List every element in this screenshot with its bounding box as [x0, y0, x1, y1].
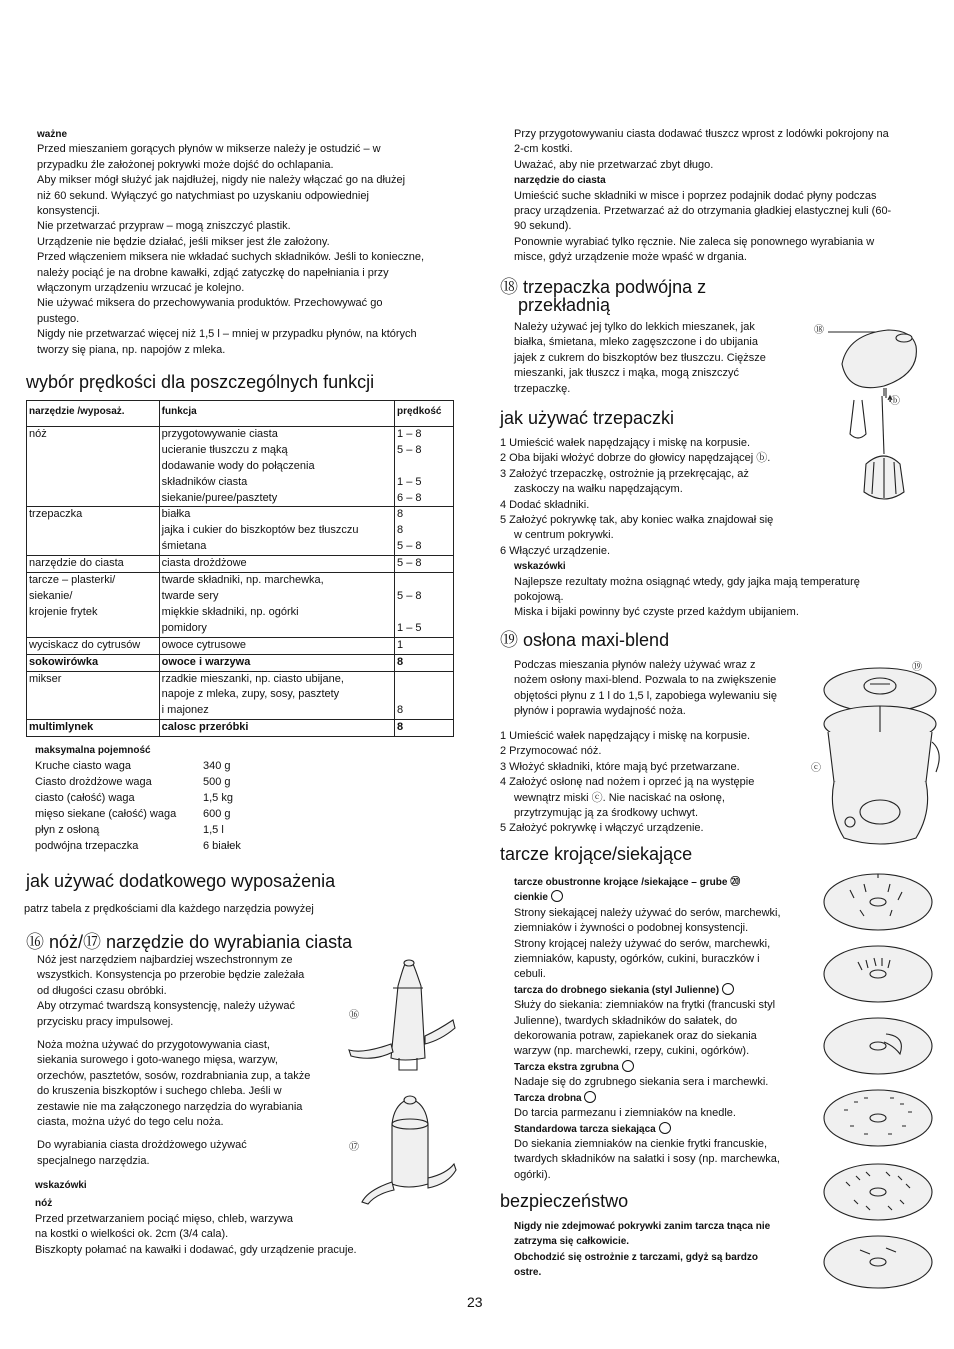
capacity-row — [35, 838, 263, 854]
disc-3 — [824, 1018, 932, 1074]
function-cell — [159, 654, 394, 671]
step-line: przytrzymując ją za środkowy uchwyt. — [514, 807, 698, 820]
intro-line: 2-cm kostki. — [514, 143, 573, 156]
intro-lines — [514, 127, 891, 173]
table-row — [27, 671, 454, 720]
whisk-text — [514, 320, 766, 397]
cell-line: pomidory — [161, 621, 207, 634]
step-line: 2 Oba bijaki włożyć dobrze do głowicy napędzającej ⓑ. — [500, 452, 771, 465]
function-cell — [159, 637, 394, 654]
whisk-line: trzepaczkę. — [514, 382, 571, 395]
important-line: Przed włączeniem miksera nie wkładać suchych składników. Jeśli to konieczne, — [37, 251, 425, 264]
disc-2 — [824, 946, 932, 1002]
circle-marker-icon — [551, 890, 563, 902]
table-row — [27, 507, 454, 556]
disc-6 — [824, 1236, 932, 1288]
knife-line: Nóż jest narzędziem najbardziej wszechstronnym ze — [37, 954, 293, 966]
step-line: wewnątrz miski ⓒ. Nie naciskać na osłonę, — [514, 791, 725, 804]
cell-line: 5 – 8 — [397, 589, 422, 602]
intro-line: Uważać, aby nie przetwarzać zbyt długo. — [514, 158, 714, 171]
cell-line: 6 – 8 — [397, 491, 422, 504]
discs-heading-5 — [514, 1122, 814, 1137]
safety-line: Nigdy nie zdejmować pokrywki zanim tarcza tnąca nie — [514, 1221, 771, 1232]
tool-cell — [27, 573, 160, 638]
cell-line: calosc przeróbki — [161, 721, 249, 734]
safety-line: zatrzyma się całkowicie. — [514, 1236, 630, 1248]
discs-line: ogórki). — [514, 1168, 551, 1181]
step-line: 5 Założyć pokrywkę i włączyć urządzenie. — [500, 822, 704, 835]
whisk-tips-lines — [514, 575, 860, 621]
circle-marker-icon — [659, 1122, 671, 1134]
speed-cell — [395, 556, 454, 573]
cell-line: trzepaczka — [29, 508, 83, 521]
knife-blade-illustration — [343, 958, 458, 1073]
speed-title: wybór prędkości dla poszczególnych funkcji — [26, 372, 375, 392]
whisk-illustration — [828, 324, 926, 514]
tool-cell — [27, 720, 160, 737]
discs-paragraph-1 — [514, 906, 814, 983]
discs-line: Strony krojącej należy używać do serów, marchewki, — [514, 937, 771, 950]
capacity-value: 500 g — [203, 776, 231, 789]
capacity-value: 6 białek — [203, 840, 241, 853]
cell-line — [29, 621, 157, 637]
tool-cell — [27, 507, 160, 556]
important-heading: ważne — [37, 129, 68, 140]
important-line: pustego. — [37, 312, 80, 325]
discs-line: Do siekania ziemniaków na cienkie frytki francuskie, — [514, 1137, 768, 1150]
dough-line: pracy urządzenia. Przetwarzać aż do otrzymania gładkiej elastycznej kuli (60- — [514, 205, 892, 218]
cell-line — [397, 605, 451, 621]
circle-marker-icon — [622, 1060, 634, 1072]
important-line: Nigdy nie przetwarzać więcej niż 1,5 l – mniej w przypadku płynów, na których — [37, 328, 417, 341]
whisk-tip-line: pokojową. — [514, 591, 564, 604]
table-header-cell: prędkość — [395, 401, 454, 427]
knife-line: Do wyrabiania ciasta drożdżowego używać — [37, 1139, 247, 1152]
cell-line: 5 – 8 — [397, 540, 422, 553]
speed-cell — [395, 507, 454, 556]
discs-heading-1: tarcze obustronne krojące /siekające – grube ⑳ — [514, 877, 741, 888]
safety-lines — [514, 1219, 770, 1281]
important-line: Aby mikser mógł służyć jak najdłużej, nigdy nie należy włączać go na dłużej — [37, 174, 406, 187]
tool-cell — [27, 654, 160, 671]
fig-c-label: ⓒ — [811, 763, 821, 774]
safety-line: ostre. — [514, 1267, 542, 1279]
cell-line: 1 – 5 — [397, 621, 422, 634]
important-line: tworzy się piana, np. napojów z mleka. — [37, 343, 226, 356]
cell-line — [397, 687, 451, 703]
table-row — [27, 573, 454, 638]
step-line: 1 Umieścić wałek napędzający i miskę na korpusie. — [500, 730, 751, 742]
fig-16-label: ⑯ — [349, 1010, 359, 1021]
tips-lines — [35, 1212, 357, 1258]
cell-line: ciasta drożdżowe — [161, 557, 247, 570]
capacity-row — [35, 790, 263, 806]
whisk-tip-line: Najlepsze rezultaty można osiągnąć wtedy, gdy jajka mają temperaturę — [514, 575, 860, 588]
maxi-line: nożem osłony maxi-blend. Pozwala to na zwiększenie — [514, 674, 777, 687]
maxi-line: Podczas mieszania płynów należy używać wraz z — [514, 659, 756, 671]
discs-line: Strony siekającej należy używać do serów, marchewki, — [514, 906, 781, 919]
function-cell — [159, 720, 394, 737]
capacity-item: Kruche ciasto waga — [35, 760, 131, 773]
cell-line: białka — [161, 508, 191, 521]
cell-line — [397, 573, 451, 589]
howwhisk-title: jak używać trzepaczki — [500, 408, 675, 428]
cell-line: narzędzie do ciasta — [29, 557, 124, 570]
dough-line: misce, gdyż urządzenie może wpaść w drgania. — [514, 251, 747, 264]
discs-heading-1b — [514, 890, 814, 905]
disc-1 — [824, 874, 932, 930]
tips-line: Przed przetwarzaniem pociąć mięso, chleb, warzywa — [35, 1212, 293, 1225]
cell-line: sokowirówka — [29, 655, 99, 668]
function-cell — [159, 556, 394, 573]
discs-line: Nadaje się do zgrubnego siekania sera i marchewki. — [514, 1076, 769, 1089]
capacity-value: 600 g — [203, 808, 231, 821]
cell-line: dodawanie wody do połączenia — [161, 459, 315, 472]
whisk-line: jajek z cukrem do biszkoptów bez tłuszczu. Cięższe — [514, 351, 766, 364]
capacity-row — [35, 822, 263, 838]
knife-tips — [35, 1178, 357, 1258]
dough-line: Umieścić suche składniki w misce i poprzez podajnik dodać płyny podczas — [514, 189, 877, 202]
dough-lines — [514, 189, 891, 266]
whisk-lines — [514, 320, 766, 397]
knife-line: zestawie nie ma załączonego narzędzia do wyrabiania — [37, 1100, 303, 1113]
capacity-item: płyn z osłoną — [35, 824, 100, 837]
tips-line: Biszkopty połamać na kawałki i dodawać, gdy urządzenie pracuje. — [35, 1243, 357, 1256]
maxi-line: objętości płynu z 1 l do 1,5 l, zapobiega wylewaniu się — [514, 689, 777, 702]
capacity-value: 1,5 l — [203, 824, 224, 837]
important-lines — [37, 142, 424, 358]
cell-line: 8 — [397, 721, 404, 734]
circle-marker-icon — [584, 1091, 596, 1103]
discs-line: ziemniaków, kapusty, ogórków, cukini, buraczków i — [514, 953, 760, 966]
discs-line: Julienne), twardych składników do sałatek, do — [514, 1014, 738, 1027]
important-line: włączonym urządzeniu wrzucać je kolejno. — [37, 282, 245, 295]
maxi-steps — [500, 729, 754, 837]
cell-line: 1 – 8 — [397, 427, 422, 440]
cell-line: 1 — [397, 638, 404, 651]
safety-line: Obchodzić się ostrożnie z tarczami, gdyż są bardzo — [514, 1251, 758, 1263]
speed-table — [26, 400, 454, 737]
function-cell — [159, 426, 394, 507]
discs-heading-5-text: Standardowa tarcza siekająca — [514, 1123, 656, 1135]
important-line: konsystencji. — [37, 205, 100, 218]
knife-paragraph-1 — [37, 953, 337, 1030]
cell-line: 8 — [397, 508, 404, 521]
dough-line: Ponownie wyrabiać tylko ręcznie. Nie zaleca się ponownego wyrabiania w — [514, 235, 875, 248]
discs-heading-2-text: tarcza do drobnego siekania (styl Julienne) — [514, 984, 720, 996]
maxi-lines — [514, 658, 777, 720]
tips-line: na kostki o wielkości ok. 2cm (3/4 cala). — [35, 1228, 229, 1241]
discs-heading-3-text: Tarcza ekstra zgrubna — [514, 1061, 619, 1073]
important-line: Nie używać miksera do przechowywania produktów. Przechowywać go — [37, 297, 383, 310]
important-line: Przed mieszaniem gorących płynów w mikserze należy je ostudzić – w — [37, 143, 381, 156]
capacity-row — [35, 774, 263, 790]
capacity-heading: maksymalna pojemność — [35, 745, 151, 756]
table-row — [27, 654, 454, 671]
discs-heading-1b-text: cienkie — [514, 892, 548, 904]
safety-title: bezpieczeństwo — [500, 1191, 629, 1211]
speed-cell — [395, 573, 454, 638]
cell-line: tarcze – plasterki/ — [29, 574, 116, 587]
table-row — [27, 720, 454, 737]
capacity-table — [35, 758, 263, 854]
knife-line: siekania surowego i goto-wanego mięsa, warzyw, — [37, 1054, 278, 1067]
cell-line: składników ciasta — [161, 475, 248, 488]
step-line: w centrum pokrywki. — [514, 529, 614, 542]
tips-heading: wskazówki — [35, 1180, 87, 1191]
speed-table-wrap — [26, 400, 454, 737]
fig-17-label: ⑰ — [349, 1142, 359, 1153]
cell-line: ucieranie tłuszczu z mąką — [161, 443, 288, 456]
cell-line: krojenie frytek — [29, 605, 98, 618]
capacity-item: ciasto (całość) waga — [35, 792, 135, 805]
knife-text — [37, 953, 337, 1169]
step-line: zaskoczy na wałku napędzającym. — [514, 483, 683, 496]
disc-4 — [824, 1090, 932, 1146]
cell-line: siekanie/ — [29, 589, 73, 602]
function-cell — [159, 507, 394, 556]
cell-line: miękkie składniki, np. ogórki — [161, 605, 299, 618]
table-row — [27, 637, 454, 654]
dough-tool-illustration — [358, 1094, 458, 1206]
cell-line: śmietana — [161, 540, 207, 553]
whisk-line: Należy używać jej tylko do lekkich mieszanek, jak — [514, 321, 755, 333]
speed-cell — [395, 720, 454, 737]
whisk-tips-heading: wskazówki — [514, 561, 566, 573]
cell-line — [397, 459, 451, 475]
step-line: 2 Przymocować nóż. — [500, 745, 602, 758]
step-line: 3 Założyć trzepaczkę, ostrożnie ją przekręcając, aż — [500, 467, 749, 480]
cell-line: 5 – 8 — [397, 443, 422, 456]
cell-line: twarde sery — [161, 589, 219, 602]
discs-line: twardych składników na sałatki i sosy (np. marchewka, — [514, 1153, 780, 1166]
discs-line: Służy do siekania: ziemniaków na frytki (francuski styl — [514, 999, 776, 1012]
maxi-text — [514, 658, 777, 720]
intro-section — [514, 127, 891, 266]
cell-line: 8 — [397, 655, 404, 668]
discs-title: tarcze krojące/siekające — [500, 844, 693, 864]
step-line: 1 Umieścić wałek napędzający i miskę na korpusie. — [500, 437, 751, 449]
cell-line: rzadkie mieszanki, np. ciasto ubijane, — [161, 672, 344, 685]
knife-title: ⑯ nóż/⑰ narzędzie do wyrabiania ciasta — [26, 932, 353, 952]
discs-paragraph-4 — [514, 1106, 814, 1121]
tips-subheading: nóż — [35, 1198, 53, 1210]
whisk-tip-line: Miska i bijaki powinny być czyste przed każdym ubijaniem. — [514, 606, 799, 619]
cell-line: multimlynek — [29, 721, 94, 734]
knife-line: przycisku pracy impulsowej. — [37, 1015, 174, 1028]
discs-line: dekorowania potraw, zapiekanek oraz do siekania — [514, 1030, 757, 1043]
cell-line: 8 — [397, 524, 404, 537]
knife-line: Noża można używać do przygotowywania ciast, — [37, 1039, 270, 1052]
important-line: należy pociąć je na drobne kawałki, zdjąć zatyczkę do napełniania i przy — [37, 266, 389, 279]
whisk-title — [500, 277, 707, 315]
knife-line: wszystkich. Konsystencja po przerobie będzie zależała — [37, 969, 305, 982]
discs-line: ziemniaków i żywności o podobnej konsystencji. — [514, 922, 749, 935]
discs-paragraph-5 — [514, 1137, 814, 1183]
cell-line: i majonez — [161, 704, 209, 717]
capacity-item: mięso siekane (całość) waga — [35, 808, 177, 821]
cell-line: nóż — [29, 427, 47, 440]
speed-cell — [395, 426, 454, 507]
table-row — [27, 556, 454, 573]
maxi-blend-illustration — [820, 662, 940, 862]
cell-line: przygotowywanie ciasta — [161, 427, 278, 440]
knife-line: do kruszenia biszkoptów i suchego chleba. Jeśli w — [37, 1085, 282, 1098]
capacity-item: Ciasto drożdżowe waga — [35, 776, 152, 789]
discs-heading-4 — [514, 1091, 814, 1106]
dough-line: 90 sekund). — [514, 220, 572, 233]
capacity-section — [35, 743, 263, 854]
discs-line: warzyw (np. marchewki, rzepy, cukini, ogórków). — [514, 1045, 750, 1058]
accessory-title: jak używać dodatkowego wyposażenia — [26, 871, 336, 891]
cell-line: napoje z mleka, zupy, sosy, pasztety — [161, 688, 340, 701]
dough-heading: narzędzie do ciasta — [514, 175, 606, 187]
discs-paragraph-3 — [514, 1075, 814, 1090]
page-number: 23 — [467, 1294, 483, 1310]
knife-line: ciasta, można użyć do tego celu noża. — [37, 1116, 224, 1129]
fig-b-label: ⓑ — [890, 396, 900, 407]
important-line: Urządzenie nie będzie działać, jeśli mikser jest źle założony. — [37, 235, 330, 248]
knife-line: Aby otrzymać twardszą konsystencję, należy używać — [37, 1000, 295, 1013]
cell-line: owoce cytrusowe — [161, 638, 247, 651]
cell-line: mikser — [29, 672, 62, 685]
discs-illustration — [820, 870, 940, 1290]
maxi-title: ⑲ osłona maxi-blend — [500, 630, 670, 650]
fig-19-label: ⑲ — [912, 662, 922, 673]
whisk-line: białka, śmietana, mleko zagęszczone i do ubijania — [514, 336, 758, 349]
circle-marker-icon — [722, 983, 734, 995]
cell-line — [397, 672, 451, 688]
knife-line: orzechów, pasztetów, sosów, rozdrabniania zup, a także — [37, 1069, 311, 1082]
disc-5 — [824, 1164, 932, 1220]
step-line: 6 Włączyć urządzenie. — [500, 544, 611, 557]
knife-paragraph-2 — [37, 1038, 337, 1130]
cell-line: 1 – 5 — [397, 475, 422, 488]
cell-line: twarde składniki, np. marchewka, — [161, 574, 324, 587]
cell-line: owoce i warzywa — [161, 655, 251, 668]
fig-18-label: ⑱ — [814, 325, 824, 336]
important-line: przypadku źle założonej pokrywki może dojść do ochlapania. — [37, 158, 334, 171]
capacity-value: 340 g — [203, 760, 231, 773]
discs-line: cebuli. — [514, 968, 546, 981]
speed-cell — [395, 671, 454, 720]
discs-text — [514, 875, 814, 1183]
whisk-title-line-2: przekładnią — [518, 295, 611, 315]
tool-cell — [27, 637, 160, 654]
intro-line: Przy przygotowywaniu ciasta dodawać tłuszcz wprost z lodówki pokrojony na — [514, 128, 889, 140]
cell-line: 8 — [397, 704, 404, 717]
capacity-item: podwójna trzepaczka — [35, 840, 139, 853]
cell-line: 5 – 8 — [397, 557, 422, 570]
table-header-row — [27, 401, 454, 427]
knife-paragraph-3 — [37, 1138, 337, 1169]
important-section — [37, 127, 424, 358]
safety-text — [514, 1219, 770, 1281]
knife-line: od długości czasu obróbki. — [37, 984, 167, 997]
table-header-cell: narzędzie /wyposaż. — [27, 401, 160, 427]
maxi-line: płynów i poprawia wydajność noża. — [514, 705, 686, 718]
important-line: Nie przetwarzać przypraw – mogą zniszczyć plastik. — [37, 220, 291, 233]
discs-paragraph-2 — [514, 998, 814, 1060]
tool-cell — [27, 426, 160, 507]
cell-line: siekanie/puree/pasztety — [161, 491, 278, 504]
cell-line: wyciskacz do cytrusów — [29, 638, 141, 651]
speed-cell — [395, 637, 454, 654]
cell-line: jajka i cukier do biszkoptów bez tłuszczu — [161, 524, 359, 537]
discs-heading-3 — [514, 1060, 814, 1075]
table-row — [27, 426, 454, 507]
table-header-cell: funkcja — [159, 401, 394, 427]
tool-cell — [27, 556, 160, 573]
whisk-title-line-1: ⑱ trzepaczka podwójna z — [500, 277, 707, 297]
howwhisk-steps — [500, 436, 860, 621]
step-line: 3 Włożyć składniki, które mają być przetwarzane. — [500, 760, 740, 773]
function-cell — [159, 671, 394, 720]
step-line: 4 Dodać składniki. — [500, 498, 590, 511]
knife-line: specjalnego narzędzia. — [37, 1154, 150, 1167]
accessory-text: patrz tabela z prędkościami dla każdego narzędzia powyżej — [24, 903, 314, 915]
step-line: 5 Założyć pokrywkę tak, aby koniec wałka znajdował się — [500, 514, 774, 527]
capacity-row — [35, 758, 263, 774]
discs-heading-4-text: Tarcza drobna — [514, 1092, 582, 1104]
important-line: niż 60 sekund. Wyłączyć go natychmiast po uzyskaniu odpowiedniej — [37, 189, 369, 202]
speed-cell — [395, 654, 454, 671]
whisk-line: mieszanki, jak tłuszcz i mąka, mogą zniszczyć — [514, 367, 739, 380]
capacity-row — [35, 806, 263, 822]
capacity-value: 1,5 kg — [203, 792, 233, 805]
discs-line: Do tarcia parmezanu i ziemniaków na knedle. — [514, 1107, 736, 1120]
step-line: 4 Założyć osłonę nad nożem i oprzeć ją na występie — [500, 776, 755, 789]
function-cell — [159, 573, 394, 638]
tool-cell — [27, 671, 160, 720]
discs-heading-2 — [514, 983, 814, 998]
